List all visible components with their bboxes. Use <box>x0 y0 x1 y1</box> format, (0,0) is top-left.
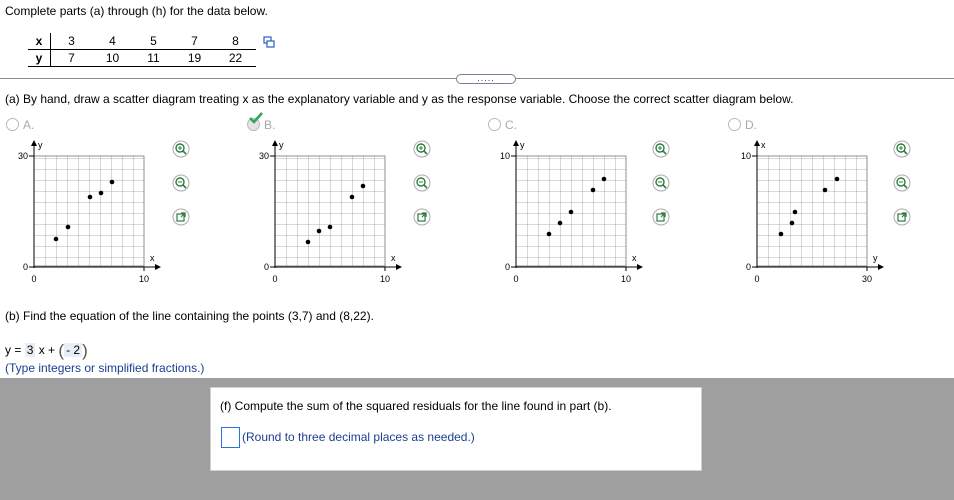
scatter-plot-b <box>259 140 402 284</box>
equation-answer <box>5 341 88 361</box>
data-point <box>569 210 574 215</box>
y-max-label: 10 <box>740 151 751 161</box>
table-cell: 3 <box>51 33 93 50</box>
data-point <box>793 210 798 215</box>
zoom-in-icon[interactable] <box>413 140 431 158</box>
y-zero-label: 0 <box>22 262 28 272</box>
y-zero-label: 0 <box>745 262 751 272</box>
instructions-text: Complete parts (a) through (h) for the data below. <box>5 4 268 18</box>
data-point <box>317 229 322 234</box>
data-point <box>54 237 59 242</box>
option-a[interactable] <box>6 118 34 132</box>
data-point <box>823 188 828 193</box>
table-cell: 7 <box>51 50 93 67</box>
data-point <box>66 225 71 230</box>
origin-label: 0 <box>31 274 37 284</box>
table-cell: 19 <box>174 50 215 67</box>
data-point <box>88 195 93 200</box>
table-y-header: y <box>28 50 51 67</box>
part-f-hint: (Round to three decimal places as needed.) <box>242 430 475 444</box>
open-paren: ( <box>58 341 65 360</box>
y-axis-arrow <box>272 140 278 146</box>
plot-grid <box>757 156 867 266</box>
x-axis-arrow <box>155 264 161 270</box>
origin-label: 0 <box>272 274 278 284</box>
enlarge-graph-icon[interactable] <box>652 208 670 226</box>
slope-answer[interactable]: 3 <box>26 343 34 357</box>
x-tick-label: 10 <box>138 274 150 284</box>
zoom-out-icon[interactable] <box>413 174 431 192</box>
zoom-out-icon[interactable] <box>172 174 190 192</box>
enlarge-graph-icon[interactable] <box>893 208 911 226</box>
data-table <box>28 33 256 67</box>
option-letter: C. <box>505 118 517 132</box>
y-axis-label: y <box>279 140 284 150</box>
table-x-header: x <box>28 33 51 50</box>
zoom-out-icon[interactable] <box>652 174 670 192</box>
table-cell: 4 <box>92 33 133 50</box>
zoom-out-icon[interactable] <box>893 174 911 192</box>
intercept-answer[interactable]: - 2 <box>66 343 81 357</box>
data-point <box>558 221 563 226</box>
y-max-label: 30 <box>17 151 28 161</box>
y-zero-label: 0 <box>263 262 269 272</box>
table-cell: 8 <box>215 33 256 50</box>
x-axis-label: x <box>391 253 396 263</box>
x-tick-label: 10 <box>620 274 632 284</box>
zoom-in-icon[interactable] <box>652 140 670 158</box>
y-zero-label: 0 <box>504 262 510 272</box>
part-a-prompt: (a) By hand, draw a scatter diagram treating x as the explanatory variable and y as the response variable. Choose the correct scatter diagram below. <box>5 92 794 106</box>
zoom-in-icon[interactable] <box>172 140 190 158</box>
scatter-plot-a <box>18 140 161 284</box>
enlarge-graph-icon[interactable] <box>172 208 190 226</box>
table-cell: 22 <box>215 50 256 67</box>
data-point <box>602 177 607 182</box>
radio-button[interactable] <box>6 118 19 131</box>
y-axis-arrow <box>754 140 760 146</box>
x-axis-arrow <box>637 264 643 270</box>
x-axis-arrow <box>878 264 884 270</box>
residual-sum-input[interactable] <box>221 427 240 448</box>
data-point <box>361 184 366 189</box>
enlarge-graph-icon[interactable] <box>413 208 431 226</box>
table-cell: 5 <box>133 33 174 50</box>
part-b-hint: (Type integers or simplified fractions.) <box>5 361 205 375</box>
option-letter: D. <box>745 118 757 132</box>
origin-label: 0 <box>513 274 519 284</box>
data-point <box>350 195 355 200</box>
scatter-options <box>0 136 954 288</box>
y-max-label: 30 <box>258 151 269 161</box>
data-point <box>547 232 552 237</box>
scatter-plot-c <box>500 140 643 284</box>
radio-button[interactable] <box>728 118 741 131</box>
x-tick-label: 10 <box>379 274 391 284</box>
copy-data-icon[interactable] <box>263 36 275 48</box>
equation-prefix: y = <box>5 343 22 357</box>
origin-label: 0 <box>754 274 760 284</box>
table-cell: 11 <box>133 50 174 67</box>
radio-button[interactable] <box>488 118 501 131</box>
x-axis-label: y <box>873 253 878 263</box>
part-f-prompt: (f) Compute the sum of the squared residuals for the line found in part (b). <box>220 399 612 413</box>
data-point <box>110 180 115 185</box>
x-tick-label: 30 <box>861 274 873 284</box>
data-point <box>328 225 333 230</box>
data-point <box>99 191 104 196</box>
option-letter: B. <box>264 118 276 132</box>
y-axis-arrow <box>31 140 37 146</box>
close-paren: ) <box>82 341 88 360</box>
option-c[interactable] <box>488 118 517 132</box>
plot-grid <box>34 156 144 266</box>
option-d[interactable] <box>728 118 757 132</box>
table-cell: 10 <box>92 50 133 67</box>
option-letter: A. <box>23 118 35 132</box>
divider-handle[interactable]: ..... <box>456 74 516 84</box>
data-point <box>779 232 784 237</box>
scatter-plot-d <box>741 140 884 284</box>
data-point <box>591 188 596 193</box>
plot-grid <box>275 156 385 266</box>
y-axis-label: x <box>761 140 766 150</box>
y-axis-arrow <box>513 140 519 146</box>
zoom-in-icon[interactable] <box>893 140 911 158</box>
x-axis-label: x <box>150 253 155 263</box>
part-b-prompt: (b) Find the equation of the line containing the points (3,7) and (8,22). <box>5 309 374 323</box>
table-cell: 7 <box>174 33 215 50</box>
correct-check-icon <box>249 112 263 124</box>
y-axis-label: y <box>520 140 525 150</box>
equation-mid: x + <box>38 343 56 357</box>
x-axis-arrow <box>396 264 402 270</box>
x-axis-label: x <box>632 253 637 263</box>
data-point <box>835 177 840 182</box>
data-point <box>306 240 311 245</box>
y-axis-label: y <box>38 140 43 150</box>
data-point <box>790 221 795 226</box>
y-max-label: 10 <box>499 151 510 161</box>
